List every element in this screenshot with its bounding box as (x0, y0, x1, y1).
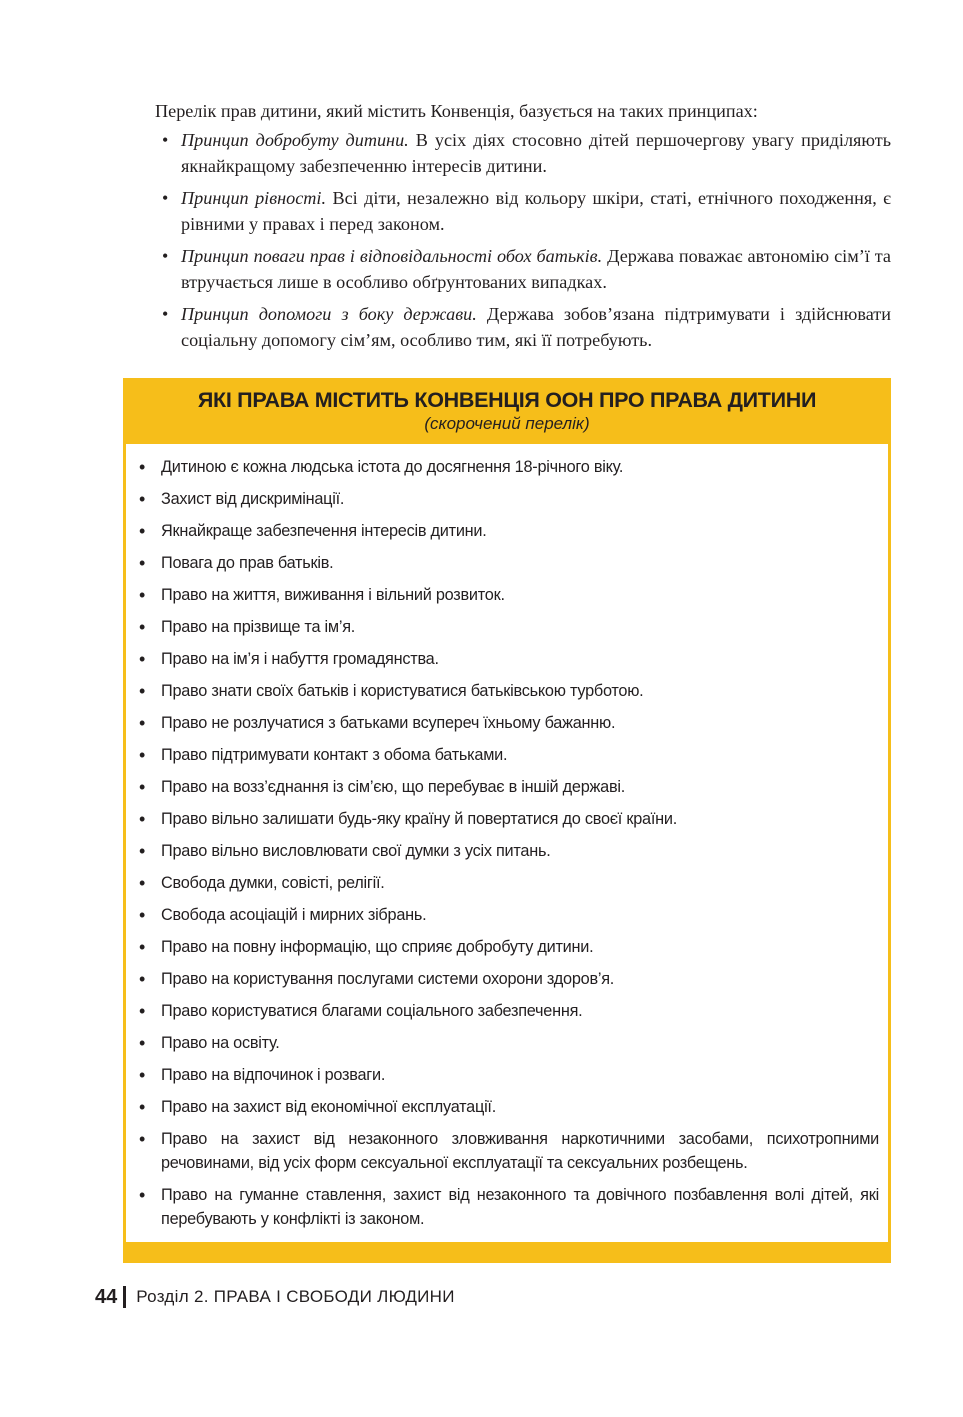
rights-box (123, 378, 891, 1263)
principle-name: Принцип рівності. (181, 188, 327, 208)
page-number: 44 (95, 1286, 118, 1308)
bullet-icon: • (139, 969, 146, 989)
list-item (139, 999, 879, 1023)
right-text: Право не розлучатися з батьками всупереч їхньому бажанню. (161, 714, 616, 732)
bullet-icon: • (162, 304, 169, 324)
bullet-icon: • (139, 745, 146, 765)
bullet-icon: • (139, 489, 146, 509)
list-item (139, 551, 879, 575)
list-item (139, 615, 879, 639)
right-text: Свобода думки, совісті, релігії. (161, 874, 385, 892)
list-item (139, 839, 879, 863)
list-item (139, 1063, 879, 1087)
bullet-icon: • (139, 649, 146, 669)
right-text: Право на відпочинок і розваги. (161, 1066, 386, 1084)
right-text: Захист від дискримінації. (161, 490, 345, 508)
bullet-icon: • (139, 1097, 146, 1117)
bullet-icon: • (139, 937, 146, 957)
rights-box-body (126, 444, 888, 1242)
principle-item (155, 243, 891, 295)
right-text: Право знати своїх батьків і користуватися батьківською турботою. (161, 682, 644, 700)
bullet-icon: • (139, 1033, 146, 1053)
right-text: Дитиною є кожна людська істота до досягнення 18-річного віку. (161, 458, 624, 476)
principle-item (155, 301, 891, 353)
list-item (139, 1095, 879, 1119)
rights-box-title: ЯКІ ПРАВА МІСТИТЬ КОНВЕНЦІЯ ООН ПРО ПРАВА ДИТИНИ (197, 388, 817, 412)
footer-divider (123, 1286, 126, 1308)
principle-text: Всі діти, незалежно від кольору шкіри, статі, етнічного походження, є рівними у правах і перед законом. (181, 188, 891, 234)
rights-list (139, 455, 879, 1231)
list-item (139, 807, 879, 831)
right-text: Право на освіту. (161, 1034, 280, 1052)
principle-text: Держава зобов’язана підтримувати і здійснювати соціальну допомогу сім’ям, особливо тим, які її потребують. (181, 304, 891, 350)
list-item (139, 871, 879, 895)
right-text: Право на захист від незаконного зловживання наркотичними засобами, психотропними речовинами, від усіх форм сексуальної експлуатації та сексуальних розбещень. (161, 1130, 879, 1172)
bullet-icon: • (162, 130, 169, 150)
bullet-icon: • (162, 246, 169, 266)
principle-text: Держава поважає автономію сім’ї та втручається лише в особливо обґрунтованих випадках. (181, 246, 891, 292)
bullet-icon: • (139, 873, 146, 893)
right-text: Право вільно висловлювати свої думки з усіх питань. (161, 842, 551, 860)
list-item (139, 743, 879, 767)
right-text: Повага до прав батьків. (161, 554, 334, 572)
right-text: Право на гуманне ставлення, захист від незаконного та довічного позбавлення волі дітей, які перебувають у конфлікті із законом. (161, 1186, 879, 1228)
right-text: Право на захист від економічної експлуатації. (161, 1098, 496, 1116)
bullet-icon: • (139, 713, 146, 733)
list-item (139, 1031, 879, 1055)
principle-name: Принцип поваги прав і відповідальності обох батьків. (181, 246, 603, 266)
list-item (139, 935, 879, 959)
bullet-icon: • (139, 617, 146, 637)
bullet-icon: • (139, 521, 146, 541)
right-text: Право підтримувати контакт з обома батьками. (161, 746, 508, 764)
bullet-icon: • (139, 1001, 146, 1021)
principles-section (155, 98, 891, 359)
principle-text: В усіх діях стосовно дітей першочергову увагу приділяють якнайкращому забезпеченню інтересів дитини. (181, 130, 891, 176)
bullet-icon: • (139, 809, 146, 829)
right-text: Право на ім’я і набуття громадянства. (161, 650, 439, 668)
list-item (139, 903, 879, 927)
right-text: Якнайкраще забезпечення інтересів дитини. (161, 522, 487, 540)
principles-list (155, 127, 891, 353)
bullet-icon: • (139, 841, 146, 861)
rights-box-subtitle: (скорочений перелік) (424, 414, 590, 433)
principle-name: Принцип допомоги з боку держави. (181, 304, 477, 324)
rights-box-header (123, 378, 891, 444)
list-item (139, 487, 879, 511)
bullet-icon: • (139, 777, 146, 797)
bullet-icon: • (139, 1185, 146, 1205)
bullet-icon: • (139, 553, 146, 573)
right-text: Право на прізвище та ім’я. (161, 618, 356, 636)
bullet-icon: • (139, 1065, 146, 1085)
right-text: Право на повну інформацію, що сприяє добробуту дитини. (161, 938, 594, 956)
bullet-icon: • (139, 905, 146, 925)
list-item (139, 455, 879, 479)
principles-lead: Перелік прав дитини, який містить Конвенція, базується на таких принципах: (155, 101, 758, 121)
principle-item (155, 185, 891, 237)
bullet-icon: • (139, 585, 146, 605)
list-item (139, 1127, 879, 1175)
list-item (139, 775, 879, 799)
list-item (139, 967, 879, 991)
right-text: Свобода асоціацій і мирних зібрань. (161, 906, 427, 924)
list-item (139, 679, 879, 703)
list-item (139, 711, 879, 735)
page-footer (95, 1284, 455, 1310)
list-item (139, 1183, 879, 1231)
bullet-icon: • (139, 1129, 146, 1149)
list-item (139, 583, 879, 607)
right-text: Право вільно залишати будь-яку країну й повертатися до своєї країни. (161, 810, 677, 828)
right-text: Право на возз’єднання із сім’єю, що перебуває в іншій державі. (161, 778, 626, 796)
right-text: Право на життя, виживання і вільний розвиток. (161, 586, 505, 604)
bullet-icon: • (139, 681, 146, 701)
section-title: Розділ 2. ПРАВА І СВОБОДИ ЛЮДИНИ (136, 1287, 455, 1306)
principle-name: Принцип добробуту дитини. (181, 130, 409, 150)
right-text: Право на користування послугами системи охорони здоров’я. (161, 970, 615, 988)
list-item (139, 647, 879, 671)
principle-item (155, 127, 891, 179)
list-item (139, 519, 879, 543)
right-text: Право користуватися благами соціального забезпечення. (161, 1002, 583, 1020)
bullet-icon: • (139, 457, 146, 477)
bullet-icon: • (162, 188, 169, 208)
